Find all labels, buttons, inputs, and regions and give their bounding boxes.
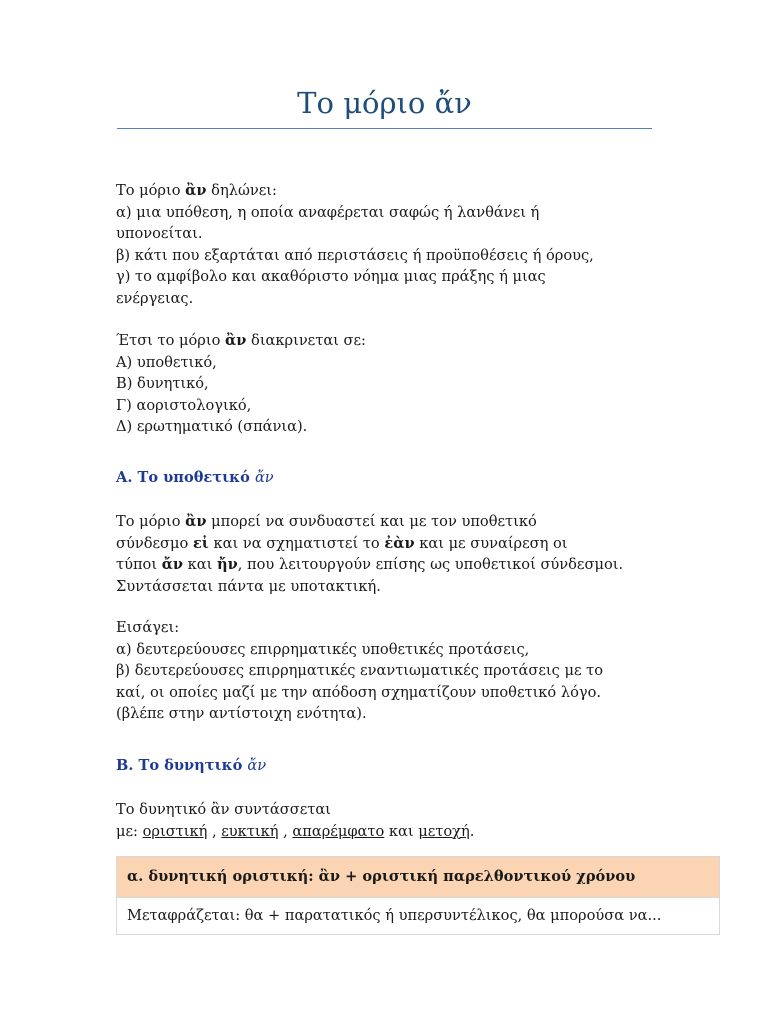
section-a-line bbox=[116, 554, 676, 576]
section-a-line bbox=[116, 533, 676, 555]
division-paragraph bbox=[116, 330, 676, 438]
section-a-line: Εισάγει: bbox=[116, 619, 180, 636]
particle-an: ἂν bbox=[185, 182, 207, 199]
intro-line: α) μια υπόθεση, η οποία αναφέρεται σαφώς ή λανθάνει ή bbox=[116, 203, 540, 221]
text-span: και με συναίρεση οι bbox=[414, 534, 568, 552]
particle-ean: ἐὰν bbox=[384, 534, 415, 552]
heading-text: Β. Το δυνητικό bbox=[116, 757, 248, 774]
table-header: α. δυνητική οριστική: ἂν + οριστική παρελθοντικού χρόνου bbox=[117, 857, 719, 897]
text-span: μπορεί να συνδυαστεί και με τον υποθετικό bbox=[206, 513, 537, 530]
table-row: Μεταφράζεται: θα + παρατατικός ή υπερσυντέλικος, θα μπορούσα να... bbox=[117, 897, 719, 934]
text-span: Το μόριο bbox=[116, 513, 186, 530]
intro-line: γ) το αμφίβολο και ακαθόριστο νόημα μιας πράξης ή μιας bbox=[116, 268, 546, 286]
text-span: και bbox=[384, 822, 419, 840]
division-item: Α) υποθετικό, bbox=[116, 353, 217, 371]
heading-particle: ἄν bbox=[254, 469, 274, 486]
section-a-paragraph-2 bbox=[116, 617, 676, 725]
division-item: Β) δυνητικό, bbox=[116, 375, 209, 393]
intro-line: ενέργειας. bbox=[116, 289, 194, 307]
section-b-paragraph bbox=[116, 799, 676, 842]
section-a-line: β) δευτερεύουσες επιρρηματικές εναντιωματικές προτάσεις με το bbox=[116, 662, 604, 680]
text-span: . bbox=[469, 822, 475, 840]
particle-hn: ἤν bbox=[217, 556, 238, 574]
division-line bbox=[116, 330, 676, 352]
heading-particle: ἄν bbox=[247, 757, 267, 774]
particle-an: ἂν bbox=[185, 513, 207, 530]
text-span: διακρινεται σε: bbox=[246, 332, 366, 349]
section-a-line: Συντάσσεται πάντα με υποτακτική. bbox=[116, 577, 381, 595]
link-metochi[interactable]: μετοχή bbox=[418, 822, 470, 840]
text-span: , που λειτουργούν επίσης ως υποθετικοί σύνδεσμοι. bbox=[237, 556, 624, 574]
text-span: , bbox=[207, 822, 222, 840]
text-span: με: bbox=[116, 822, 143, 840]
section-b-line: Το δυνητικό ἂν συντάσσεται bbox=[116, 801, 331, 818]
text-span: τύποι bbox=[116, 556, 162, 574]
link-aparemfato[interactable]: απαρέμφατο bbox=[292, 822, 385, 840]
intro-line bbox=[116, 180, 676, 202]
particle-ei: εἰ bbox=[192, 534, 209, 552]
intro-line: υπονοείται. bbox=[116, 225, 203, 243]
heading-text: Α. Το υποθετικό bbox=[116, 469, 255, 486]
intro-paragraph bbox=[116, 180, 676, 310]
title-divider bbox=[117, 128, 652, 129]
section-a-line: α) δευτερεύουσες επιρρηματικές υποθετικές προτάσεις, bbox=[116, 640, 530, 658]
particle-an: ἂν bbox=[225, 332, 247, 349]
text-span: Έτσι το μόριο bbox=[116, 332, 226, 349]
section-a-paragraph-1 bbox=[116, 511, 676, 597]
section-a-line bbox=[116, 511, 676, 533]
text-span: Το μόριο bbox=[116, 182, 186, 199]
text-span: και bbox=[183, 556, 218, 574]
section-a-line: καί, οι οποίες μαζί με την απόδοση σχηματίζουν υποθετικό λόγο. bbox=[116, 683, 602, 701]
text-span: , bbox=[278, 822, 293, 840]
link-efktiki[interactable]: ευκτική bbox=[221, 822, 279, 840]
particle-an: ἄν bbox=[161, 556, 184, 574]
section-a-line: (βλέπε στην αντίστοιχη ενότητα). bbox=[116, 705, 367, 723]
link-oristiki[interactable]: οριστική bbox=[142, 822, 208, 840]
page-title: Το μόριο ἄν bbox=[297, 86, 472, 120]
syntax-table bbox=[116, 856, 720, 935]
section-b-heading bbox=[116, 757, 266, 774]
text-span: και να σχηματιστεί το bbox=[208, 534, 385, 552]
section-a-heading bbox=[116, 469, 274, 486]
division-item: Γ) αοριστολογικό, bbox=[116, 396, 252, 414]
intro-line: β) κάτι που εξαρτάται από περιστάσεις ή προϋποθέσεις ή όρους, bbox=[116, 246, 594, 264]
section-b-line bbox=[116, 821, 676, 843]
text-span: δηλώνει: bbox=[206, 182, 277, 199]
text-span: σύνδεσμο bbox=[116, 534, 193, 552]
division-item: Δ) ερωτηματικό (σπάνια). bbox=[116, 418, 308, 436]
